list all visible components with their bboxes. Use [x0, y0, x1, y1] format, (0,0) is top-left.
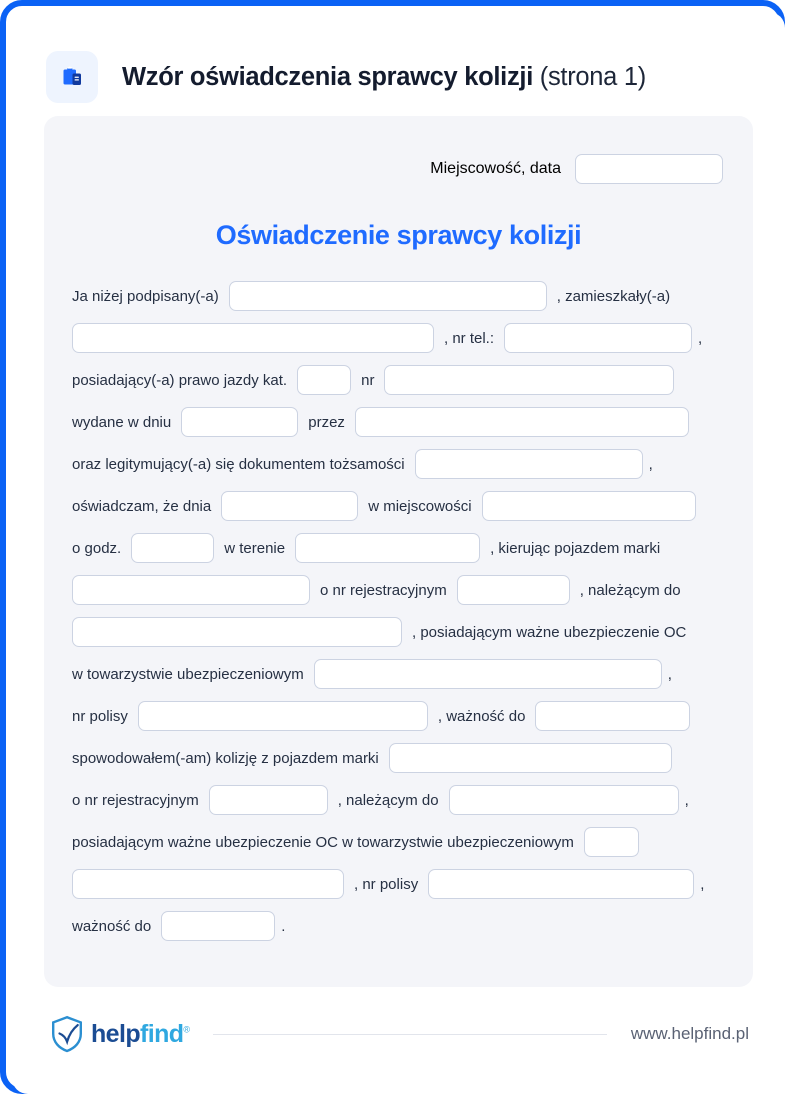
label-text: Ja niżej podpisany(-a) — [72, 287, 219, 305]
label-text: o nr rejestracyjnym — [320, 581, 447, 599]
footer-website-url: www.helpfind.pl — [630, 1024, 749, 1043]
other-policy-valid-input[interactable] — [161, 911, 275, 941]
clipboard-document-icon — [46, 51, 98, 103]
other-insurer-input[interactable] — [72, 869, 344, 899]
my-policy-valid-input[interactable] — [535, 701, 690, 731]
shield-check-icon — [50, 1015, 84, 1053]
page-footer — [12, 987, 785, 1053]
my-vehicle-plate-input[interactable] — [457, 575, 570, 605]
label-text: , nr polisy — [354, 875, 419, 893]
label-text: , — [667, 665, 672, 683]
line-my-policy — [72, 701, 725, 731]
label-text: , — [648, 455, 653, 473]
other-vehicle-make-input[interactable] — [389, 743, 672, 773]
place-date-input[interactable] — [575, 154, 723, 184]
label-text: posiadający(-a) prawo jazdy kat. — [72, 371, 288, 389]
label-text: , — [684, 791, 689, 809]
other-vehicle-owner-input[interactable] — [449, 785, 679, 815]
incident-place-input[interactable] — [482, 491, 696, 521]
line-issued — [72, 407, 725, 437]
line-address-phone — [72, 323, 725, 353]
page-title — [122, 63, 646, 92]
label-text: w miejscowości — [368, 497, 472, 515]
other-policy-number-input[interactable] — [428, 869, 694, 899]
label-text: , kierując pojazdem marki — [490, 539, 661, 557]
helpfind-wordmark — [91, 1019, 190, 1048]
label-text: o nr rejestracyjnym — [72, 791, 199, 809]
label-text: . — [281, 917, 286, 935]
label-text: posiadającym ważne ubezpieczenie OC w towarzystwie ubezpieczeniowym — [72, 833, 574, 851]
form-panel — [44, 116, 753, 987]
line-other-policy — [72, 869, 725, 899]
document-heading: Oświadczenie sprawcy kolizji — [215, 220, 582, 250]
line-identity-doc — [72, 449, 725, 479]
line-my-vehicle-owner — [72, 617, 725, 647]
line-other-plate — [72, 785, 725, 815]
label-text: przez — [308, 413, 345, 431]
label-text: , nr tel.: — [444, 329, 495, 347]
line-my-vehicle — [72, 575, 725, 605]
line-statement-date — [72, 491, 725, 521]
label-text: , posiadającym ważne ubezpieczenie OC — [412, 623, 687, 641]
label-text: w towarzystwie ubezpieczeniowym — [72, 665, 304, 683]
licence-category-input[interactable] — [297, 365, 351, 395]
line-licence-cat — [72, 365, 725, 395]
label-text: , ważność do — [437, 707, 526, 725]
line-my-insurer — [72, 659, 725, 689]
my-policy-number-input[interactable] — [138, 701, 428, 731]
label-text: o godz. — [72, 539, 122, 557]
identity-document-input[interactable] — [415, 449, 643, 479]
label-text: nr — [361, 371, 375, 389]
logo-help-text: help — [91, 1019, 140, 1048]
line-collision-with — [72, 743, 725, 773]
line-signer — [72, 281, 725, 311]
page-title-main: Wzór oświadczenia sprawcy kolizji — [122, 62, 533, 91]
incident-time-input[interactable] — [131, 533, 214, 563]
label-text: , — [700, 875, 705, 893]
place-date-row — [72, 138, 725, 184]
phone-input[interactable] — [504, 323, 692, 353]
logo-find-text: find — [140, 1019, 184, 1048]
label-text: wydane w dniu — [72, 413, 172, 431]
label-text: ważność do — [72, 917, 152, 935]
issue-date-input[interactable] — [181, 407, 298, 437]
helpfind-logo — [50, 1015, 189, 1053]
incident-area-input[interactable] — [295, 533, 480, 563]
my-vehicle-make-input[interactable] — [72, 575, 310, 605]
my-vehicle-owner-input[interactable] — [72, 617, 402, 647]
incident-date-input[interactable] — [221, 491, 358, 521]
place-date-label: Miejscowość, data — [430, 160, 561, 177]
label-text: , należącym do — [579, 581, 681, 599]
footer-divider — [213, 1034, 606, 1035]
label-text: , zamieszkały(-a) — [556, 287, 671, 305]
document-page — [12, 12, 785, 1094]
page-title-sub: (strona 1) — [532, 62, 646, 91]
line-time-area — [72, 533, 725, 563]
address-input[interactable] — [72, 323, 434, 353]
label-text: , — [698, 329, 703, 347]
label-text: spowodowałem(-am) kolizję z pojazdem marki — [72, 749, 379, 767]
label-text: w terenie — [224, 539, 286, 557]
label-text: oraz legitymujący(-a) się dokumentem tożsamości — [72, 455, 405, 473]
other-insurer-short-input[interactable] — [584, 827, 639, 857]
my-insurer-input[interactable] — [314, 659, 662, 689]
other-vehicle-plate-input[interactable] — [209, 785, 328, 815]
label-text: nr polisy — [72, 707, 128, 725]
form-lines — [72, 281, 725, 941]
label-text: , należącym do — [337, 791, 439, 809]
line-other-valid — [72, 911, 725, 941]
page-header — [12, 12, 785, 116]
logo-registered-mark: ® — [183, 1024, 190, 1035]
line-other-insurance — [72, 827, 725, 857]
signer-name-input[interactable] — [229, 281, 547, 311]
label-text: oświadczam, że dnia — [72, 497, 212, 515]
issued-by-input[interactable] — [355, 407, 689, 437]
licence-number-input[interactable] — [384, 365, 674, 395]
